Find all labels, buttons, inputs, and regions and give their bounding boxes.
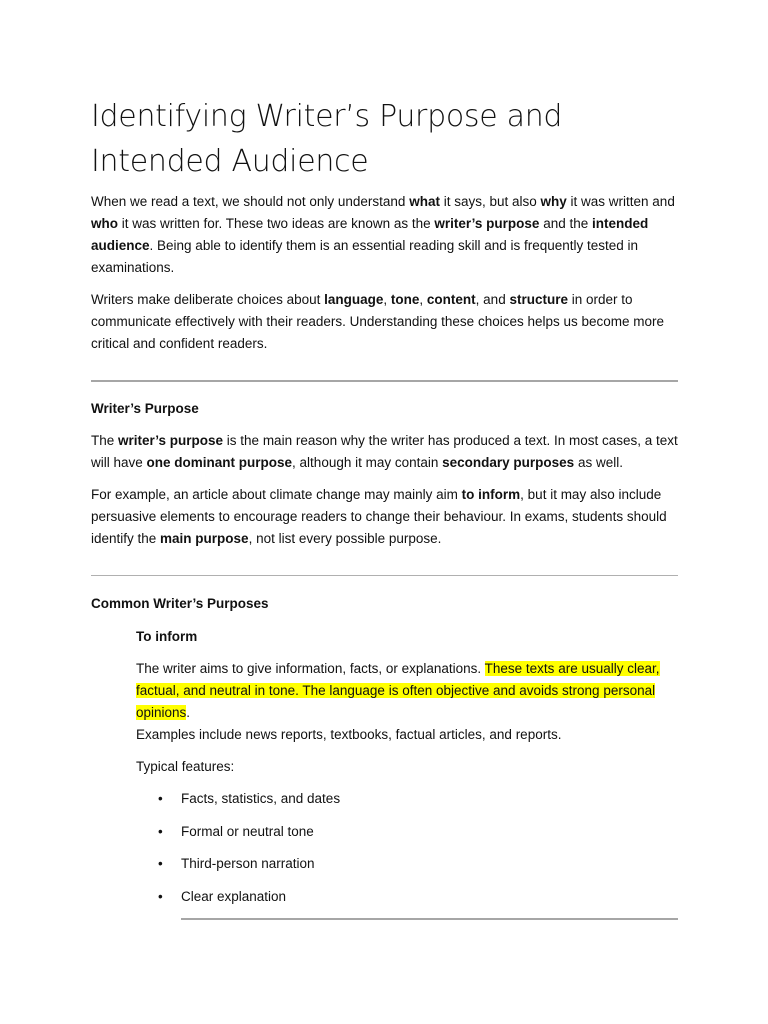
purpose-paragraph-2 [91, 484, 678, 550]
bold-term: intended audience [91, 216, 649, 253]
text-run: , not list every possible purpose. [248, 531, 442, 546]
feature-list-item [136, 821, 678, 843]
bold-term: why [540, 194, 567, 209]
bold-term: what [409, 194, 440, 209]
page-title: Identifying Writer’s Purpose and Intended Audience [91, 99, 563, 179]
text-run: . Being able to identify them is an essential reading skill and is frequently tested in examinations. [91, 238, 639, 275]
to-inform-subheading: To inform [136, 629, 198, 644]
bullet-icon: • [158, 888, 163, 904]
bold-term: content [426, 292, 476, 307]
to-inform-paragraph [136, 658, 678, 724]
bold-term: writer’s purpose [118, 433, 224, 448]
bold-term: secondary purposes [442, 455, 575, 470]
bullet-icon: • [158, 823, 163, 839]
bullet-icon: • [158, 856, 163, 871]
highlighted-text: These texts are usually clear, factual, and neutral in tone. The language is often objective and avoids strong personal opinions [136, 661, 660, 720]
typical-features-label: Typical features: [136, 759, 235, 774]
common-purposes-heading: Common Writer’s Purposes [91, 596, 269, 611]
text-run: as well. [574, 455, 623, 470]
intro-paragraph-2 [91, 289, 678, 355]
bold-term: language [324, 292, 384, 307]
section-divider [91, 575, 678, 576]
text-run: , [383, 292, 391, 307]
to-inform-examples: Examples include news reports, textbooks, factual articles, and reports. [136, 727, 562, 742]
feature-text: Facts, statistics, and dates [181, 791, 341, 806]
text-run: For example, an article about climate change may mainly aim [91, 487, 462, 502]
bold-term: structure [509, 292, 568, 307]
text-run: , but it may also include persuasive elements to encourage readers to change their behaviour. In exams, students should identify the [91, 487, 667, 546]
intro-paragraph-1 [91, 191, 678, 279]
text-run: Writers make deliberate choices about [91, 292, 325, 307]
text-run: The [91, 433, 119, 448]
purpose-paragraph-1 [91, 430, 678, 474]
text-run: , [419, 292, 427, 307]
bold-term: to inform [461, 487, 521, 502]
text-run: , although it may contain [292, 455, 443, 470]
text-run: it was written and [566, 194, 675, 209]
text-run: it says, but also [439, 194, 541, 209]
feature-text: Third-person narration [181, 856, 315, 871]
to-inform-block [91, 626, 678, 778]
feature-text: Clear explanation [181, 888, 287, 904]
text-run: in order to communicate effectively with their readers. Understanding these choices helps us become more critical and confident readers. [91, 292, 665, 351]
writers-purpose-heading: Writer’s Purpose [91, 401, 199, 416]
list-divider [181, 918, 678, 920]
feature-text: Formal or neutral tone [181, 823, 314, 839]
bold-term: one dominant purpose [146, 455, 293, 470]
text-run: , and [475, 292, 510, 307]
text-run: The writer aims to give information, facts, or explanations. [136, 661, 485, 676]
features-list [91, 788, 678, 908]
feature-list-item [136, 853, 678, 875]
bold-term: tone [390, 292, 420, 307]
feature-list-item [136, 886, 678, 908]
text-run: it was written for. These two ideas are known as the [118, 216, 435, 231]
bullet-icon: • [158, 791, 163, 806]
bold-term: writer’s purpose [434, 216, 540, 231]
bold-term: main purpose [160, 531, 249, 546]
section-divider [91, 380, 678, 382]
text-run: and the [539, 216, 592, 231]
text-run: is the main reason why the writer has produced a text. In most cases, a text will have [91, 433, 678, 470]
text-run: . [186, 705, 191, 720]
feature-list-item [136, 788, 678, 810]
text-run: When we read a text, we should not only understand [91, 194, 410, 209]
bold-term: who [91, 216, 118, 231]
